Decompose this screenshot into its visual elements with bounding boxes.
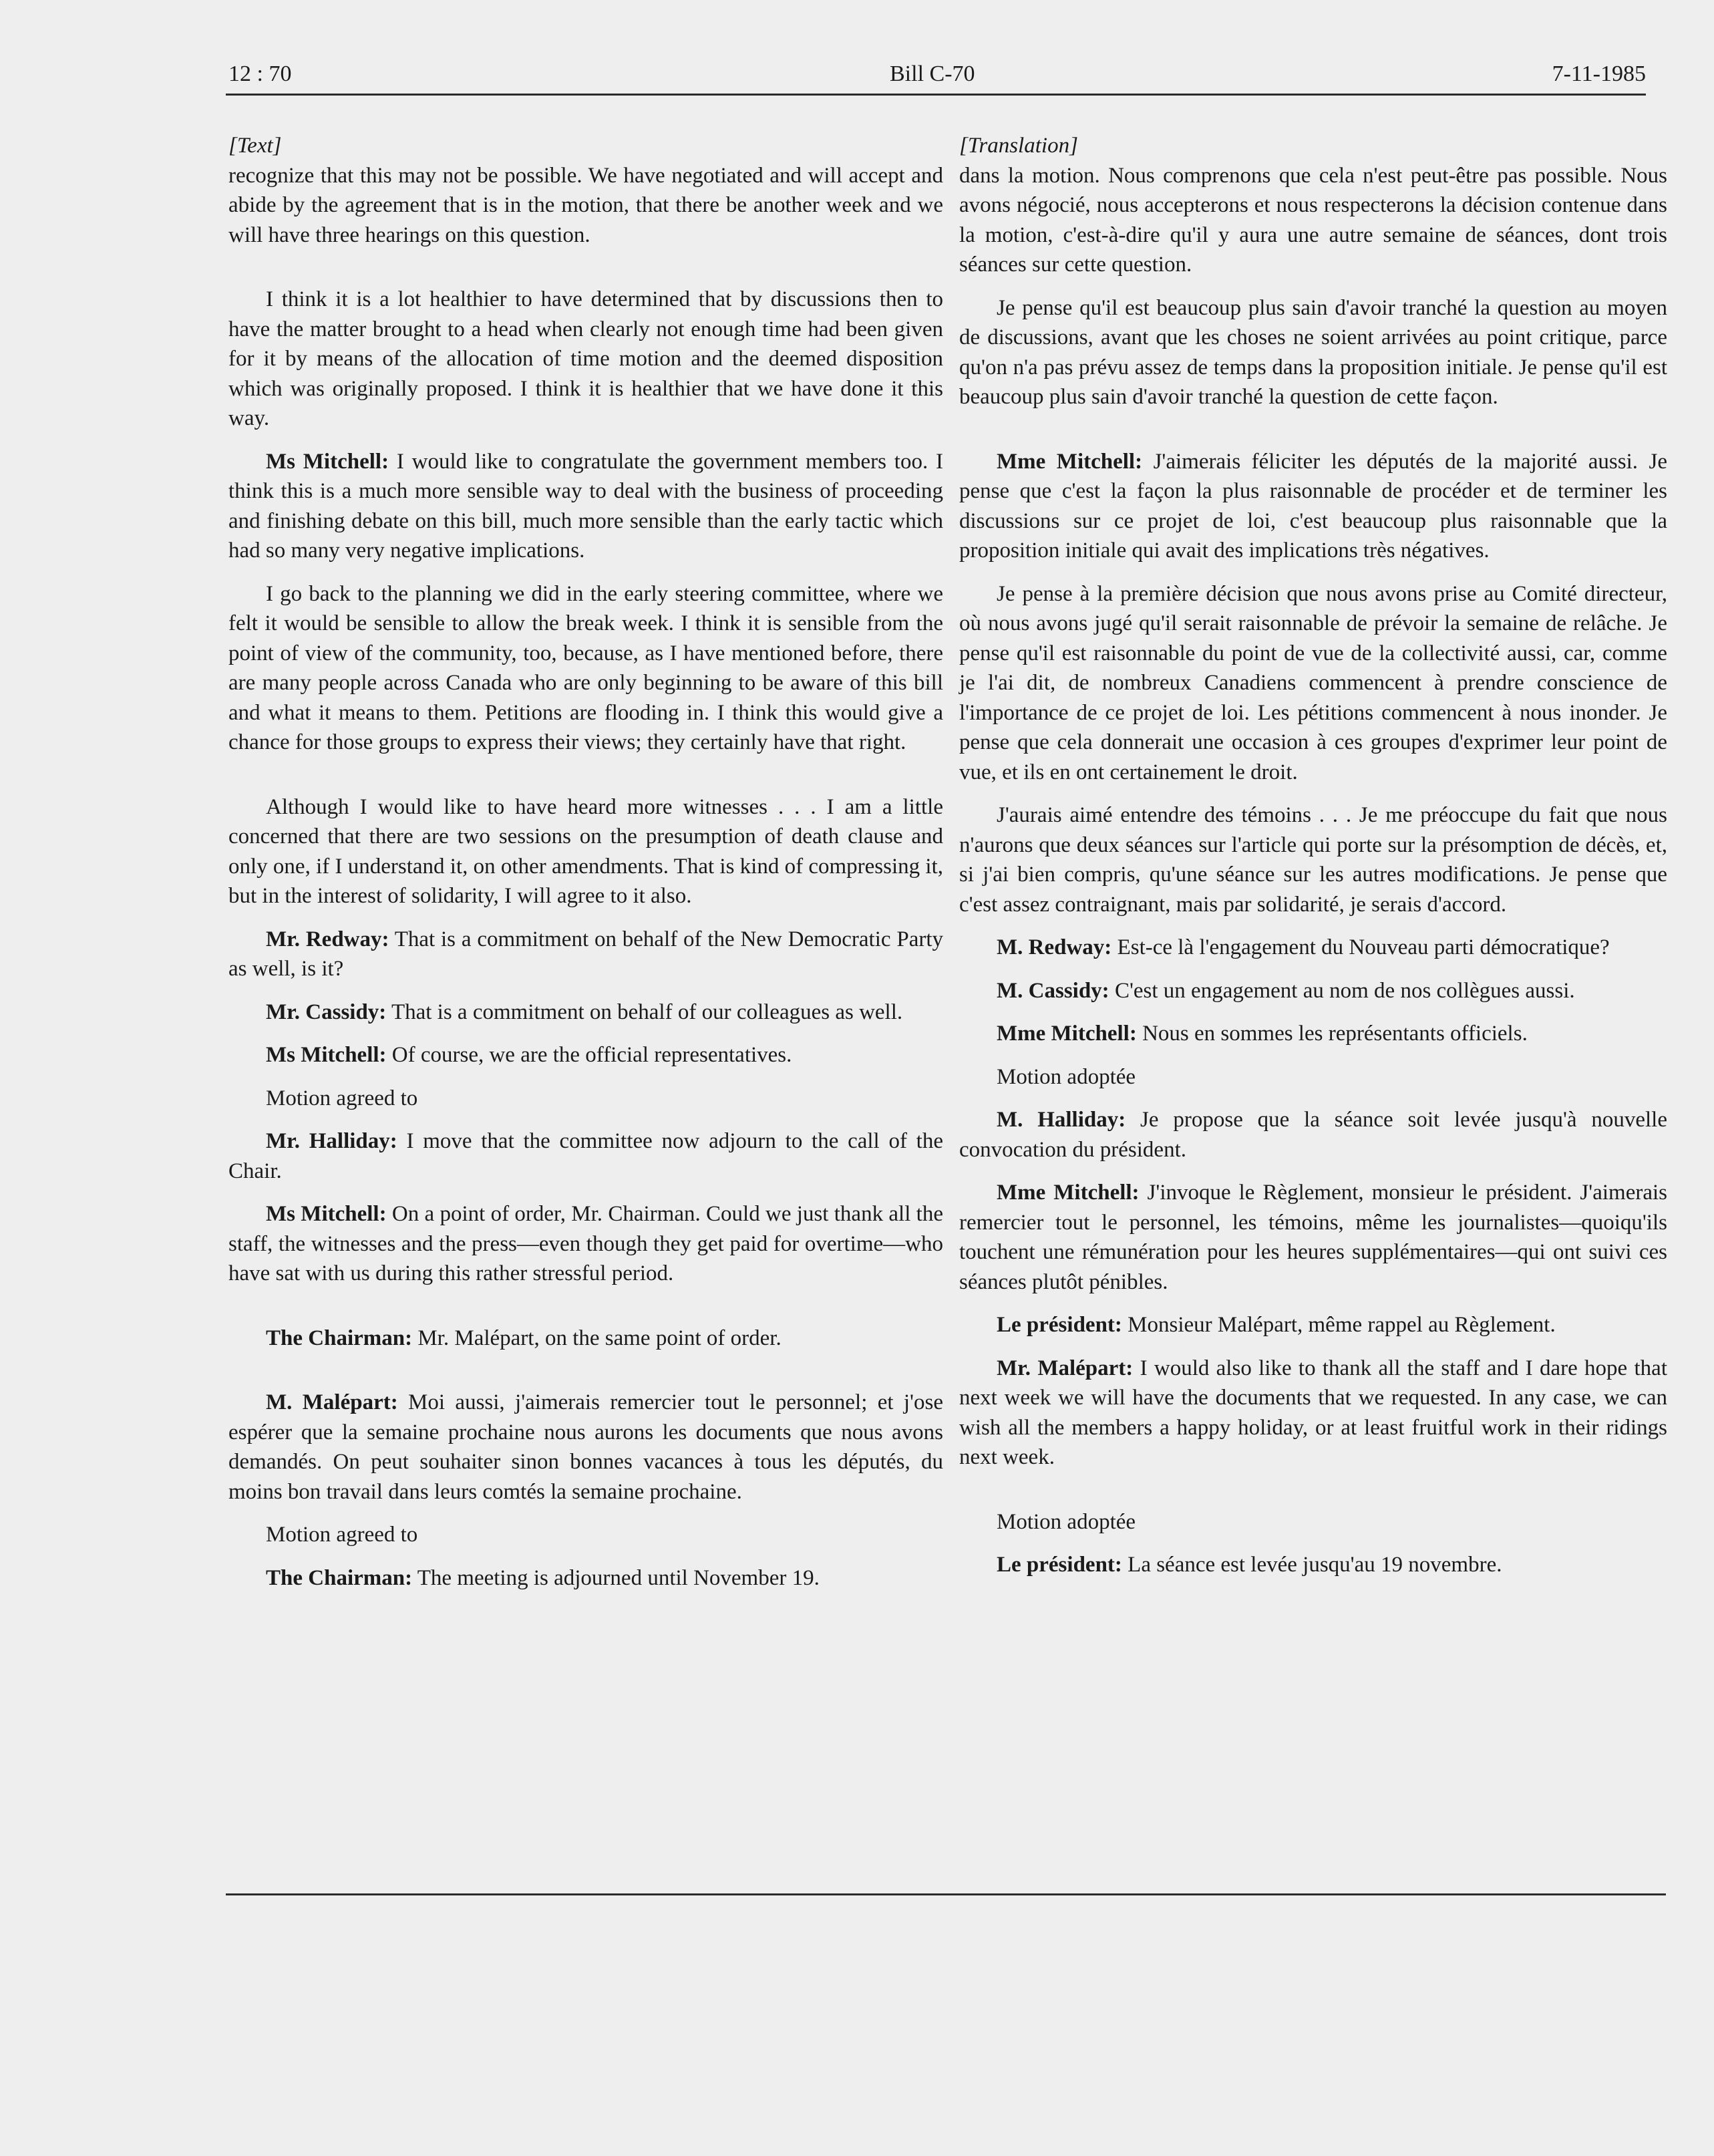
speech: M. Redway: Est-ce là l'engagement du Nouveau parti démocratique?: [997, 935, 1610, 959]
speech: Mme Mitchell: Nous en sommes les représentants officiels.: [997, 1022, 1528, 1046]
speech: Mr. Cassidy: That is a commitment on behalf of our colleagues as well.: [266, 999, 903, 1024]
speaker-name: Mr. Malépart:: [997, 1356, 1134, 1380]
paragraph: dans la motion. Nous comprenons que cela n'est peut-être pas possible. Nous avons négocié, nous accepterons et nous respecterons la décision contenue dans la motion, c'est-à-dire qu'il y aura une autre semaine de séances, dont trois séances sur cette question.: [959, 163, 1667, 277]
speaker-name: Mr. Cassidy:: [266, 999, 387, 1024]
speech: Ms Mitchell: Of course, we are the official representatives.: [266, 1043, 792, 1067]
header-date: 7-11-1985: [1552, 61, 1646, 86]
motion-result: Motion adoptée: [997, 1509, 1136, 1534]
speech: Ms Mitchell: I would like to congratulate the government members too. I think this is a much more sensible way to deal with the business of proceeding and finishing debate on this bill, much more sensible than the early tactic which had so many very negative implications.: [228, 449, 943, 563]
speaker-name: Mme Mitchell:: [997, 449, 1143, 474]
motion-result: Motion agreed to: [266, 1086, 418, 1110]
speaker-name: Ms Mitchell:: [266, 1043, 387, 1067]
english-column: [228, 131, 943, 1606]
speech: The Chairman: The meeting is adjourned until November 19.: [266, 1565, 820, 1590]
speaker-name: Mme Mitchell:: [997, 1181, 1140, 1205]
speaker-name: Le président:: [997, 1313, 1122, 1337]
paragraph: I go back to the planning we did in the early steering committee, where we felt it would be sensible to allow the break week. I think it is sensible from the point of view of the community, too, because, as I have mentioned before, there are many people across Canada who are only beginning to be aware of this bill and what it means to them. Petitions are flooding in. I think this would give a chance for those groups to express their views; they certainly have that right.: [228, 581, 943, 754]
paragraph: J'aurais aimé entendre des témoins . . . Je me préoccupe du fait que nous n'aurons que deux séances sur l'article qui porte sur la présomption de décès, et, si j'ai bien compris, qu'une séance sur les autres modifications. Je pense que c'est assez contraignant, mais par solidarité, je serais d'accord.: [959, 803, 1667, 917]
speaker-name: Mme Mitchell:: [997, 1022, 1137, 1046]
speaker-name: M. Halliday:: [997, 1108, 1126, 1132]
speaker-name: The Chairman:: [266, 1565, 413, 1590]
translation-column: [959, 131, 1667, 1593]
speech: Mme Mitchell: J'aimerais féliciter les députés de la majorité aussi. Je pense que c'est la façon la plus raisonnable de procéder et de terminer les discussions sur ce projet de loi, c'est beaucoup plus raisonnable que la proposition initiale qui avait des implications très négatives.: [959, 449, 1667, 563]
speech: Le président: La séance est levée jusqu'au 19 novembre.: [997, 1553, 1502, 1577]
paragraph: Je pense à la première décision que nous avons prise au Comité directeur, où nous avons jugé qu'il serait raisonnable de prévoir la semaine de relâche. Je pense qu'il est raisonnable du point de vue de la collectivité aussi, car, comme je l'ai dit, de nombreux Canadiens commencent à prendre conscience de l'importance de ce projet de loi. Les pétitions commencent à nous inonder. Je pense que cela donnerait une occasion à ces groupes d'exprimer leur point de vue, et ils en ont certainement le droit.: [959, 581, 1667, 784]
speaker-name: M. Cassidy:: [997, 978, 1109, 1003]
paragraph: I think it is a lot healthier to have determined that by discussions then to have the matter brought to a head when clearly not enough time had been given for it by means of the allocation of time motion and the deemed disposition which was originally proposed. I think it is healthier that we have done it this way.: [228, 287, 943, 430]
speaker-name: Ms Mitchell:: [266, 1202, 387, 1226]
header-rule: [226, 94, 1646, 96]
speech: Mr. Malépart: I would also like to thank all the staff and I dare hope that next week we will have the documents that we requested. In any case, we can wish all the members a happy holiday, or at least fruitful work in their ridings next week.: [959, 1356, 1667, 1469]
speech: M. Halliday: Je propose que la séance soit levée jusqu'à nouvelle convocation du président.: [959, 1108, 1667, 1162]
speech: Le président: Monsieur Malépart, même rappel au Règlement.: [997, 1313, 1556, 1337]
speech: M. Malépart: Moi aussi, j'aimerais remercier tout le personnel; et j'ose espérer que la semaine prochaine nous aurons les documents que nous avons demandés. On peut souhaiter sinon bonnes vacances à tous les députés, du moins bon travail dans leurs comtés la semaine prochaine.: [228, 1390, 943, 1504]
speaker-name: Mr. Redway:: [266, 927, 389, 951]
speech: The Chairman: Mr. Malépart, on the same point of order.: [266, 1326, 782, 1350]
speaker-name: Mr. Halliday:: [266, 1129, 397, 1153]
speaker-name: The Chairman:: [266, 1326, 413, 1350]
motion-result: Motion agreed to: [266, 1523, 418, 1547]
speech: Mr. Halliday: I move that the committee now adjourn to the call of the Chair.: [228, 1129, 943, 1183]
paragraph: Je pense qu'il est beaucoup plus sain d'avoir tranché la question au moyen de discussions, avant que les choses ne soient arrivées au point critique, parce qu'on n'a pas prévu assez de temps dans la proposition initiale. Je pense qu'il est beaucoup plus sain d'avoir tranché la question de cette façon.: [959, 295, 1667, 409]
speech: M. Cassidy: C'est un engagement au nom de nos collègues aussi.: [997, 978, 1575, 1003]
footer-rule: [226, 1893, 1666, 1895]
speaker-name: Ms Mitchell:: [266, 449, 389, 474]
speech: Ms Mitchell: On a point of order, Mr. Chairman. Could we just thank all the staff, the witnesses and the press—even though they get paid for overtime—who have sat with us during this rather stressful period.: [228, 1202, 943, 1285]
speaker-name: Le président:: [997, 1553, 1122, 1577]
speech: Mme Mitchell: J'invoque le Règlement, monsieur le président. J'aimerais remercier tout le personnel, les témoins, même les journalistes—quoiqu'ils touchent une rémunération pour les heures supplémentaires—qui ont suivi ces séances plutôt pénibles.: [959, 1181, 1668, 1294]
speech: Mr. Redway: That is a commitment on behalf of the New Democratic Party as well, is it?: [228, 927, 944, 981]
bill-title: Bill C-70: [890, 61, 975, 86]
speaker-name: M. Redway:: [997, 935, 1112, 959]
column-label: [Translation]: [959, 134, 1078, 158]
column-label: [Text]: [228, 134, 282, 158]
paragraph: Although I would like to have heard more witnesses . . . I am a little concerned that there are two sessions on the presumption of death clause and only one, if I understand it, on other amendments. That is kind of compressing it, but in the interest of solidarity, I will agree to it also.: [228, 794, 943, 908]
paragraph: recognize that this may not be possible. We have negotiated and will accept and abide by the agreement that is in the motion, that there be another week and we will have three hearings on this question.: [228, 163, 943, 247]
speaker-name: M. Malépart:: [266, 1390, 398, 1414]
page-number: 12 : 70: [228, 61, 292, 86]
page-header: [226, 61, 1646, 104]
motion-result: Motion adoptée: [997, 1064, 1136, 1089]
